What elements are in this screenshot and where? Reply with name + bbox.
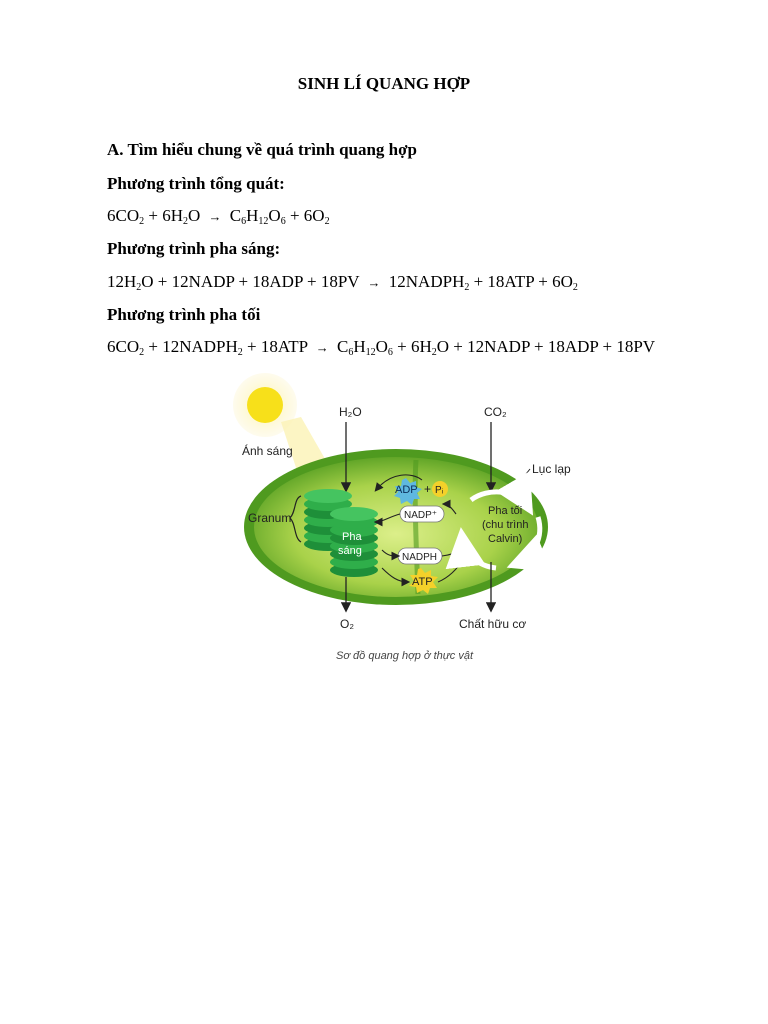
section-heading: A. Tìm hiểu chung về quá trình quang hợp bbox=[107, 140, 418, 159]
dark-phase-label-1: Pha tối bbox=[488, 505, 523, 517]
light-phase-heading: Phương trình pha sáng: bbox=[107, 239, 281, 258]
dark-phase-heading: Phương trình pha tối bbox=[107, 305, 261, 324]
photosynthesis-diagram-svg bbox=[226, 372, 571, 667]
pi-label: Pᵢ bbox=[435, 485, 444, 496]
sun-icon bbox=[247, 387, 283, 423]
light-label: Ánh sáng bbox=[242, 444, 293, 458]
light-phase-equation: $12H_2O$ + 12NADP + $18ADP + 18PV \to 12NADPH_2 + 18ATP + 6O_2$ bbox=[107, 272, 578, 293]
general-equation-heading: Phương trình tổng quát: bbox=[107, 174, 285, 193]
dark-phase-equation: $6CO_2$ + $12NADPH_2 + 18ATP \to C_6H_{12}O_6 + 6H_2O$ + 12NADP + 18ADP + 18PV bbox=[107, 337, 656, 358]
dark-phase-label-3: Calvin) bbox=[488, 533, 523, 545]
adp-label: ADP bbox=[395, 484, 418, 496]
general-equation: $6CO_2 + 6H_2O \to C_6H_{12}O_6 + 6O_2$ bbox=[107, 206, 330, 227]
chloroplast-label: Lục lạp bbox=[532, 462, 571, 476]
light-phase-label-2: sáng bbox=[338, 545, 362, 557]
organic-matter-label: Chất hữu cơ bbox=[459, 617, 527, 631]
page-title: SINH LÍ QUANG HỢP bbox=[297, 74, 471, 93]
dark-phase-label-2: (chu trình bbox=[482, 519, 529, 531]
granum-label: Granum bbox=[248, 511, 292, 525]
diagram-caption: Sơ đồ quang hợp ở thực vật bbox=[336, 650, 474, 662]
plus-label: + bbox=[424, 482, 432, 496]
nadph-label: NADPH bbox=[402, 552, 438, 563]
h2o-label: H₂O bbox=[339, 405, 362, 419]
atp-label: ATP bbox=[412, 576, 433, 588]
o2-label: O₂ bbox=[340, 617, 354, 631]
co2-label: CO₂ bbox=[484, 405, 507, 419]
photosynthesis-diagram bbox=[226, 372, 571, 667]
nadp-label: NADP⁺ bbox=[404, 510, 438, 521]
light-phase-label-1: Pha bbox=[342, 531, 362, 543]
